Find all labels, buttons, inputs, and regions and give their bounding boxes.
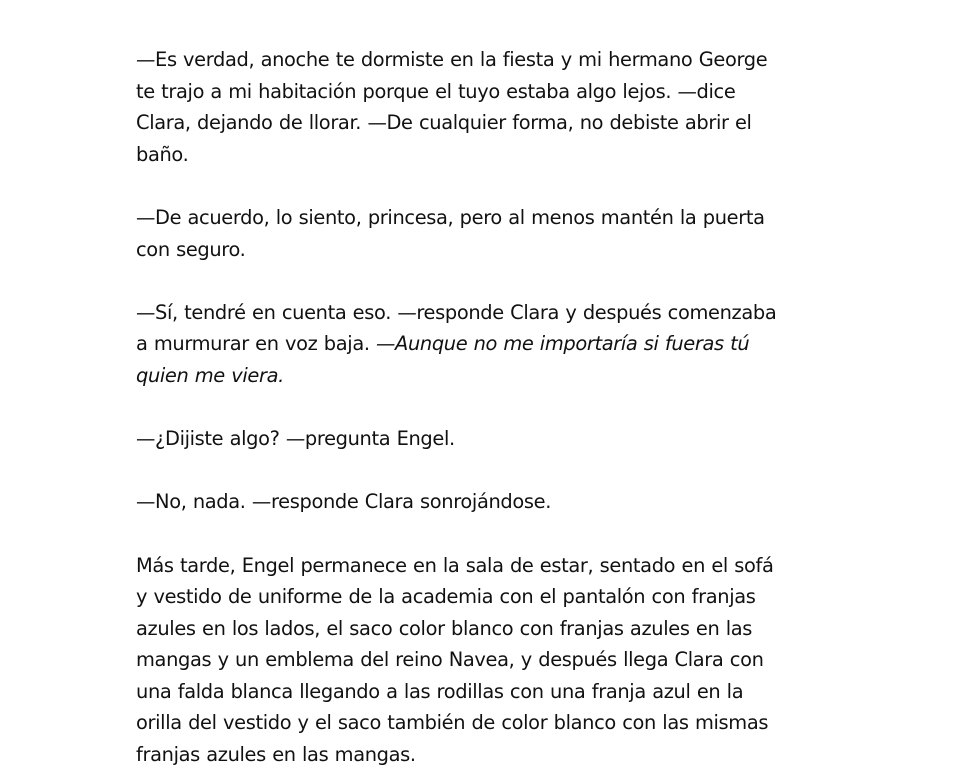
text-line: mangas y un emblema del reino Navea, y después llega Clara con — [136, 648, 764, 672]
text-line: —Sí, tendré en cuenta eso. —responde Clara y después comenzaba — [136, 300, 777, 324]
text-line: una falda blanca llegando a las rodillas con una franja azul en la — [136, 679, 744, 703]
text-line: y vestido de uniforme de la academia con el pantalón con franjas — [136, 585, 756, 609]
text-line: franjas azules en las mangas. — [136, 743, 416, 767]
text-line — [136, 328, 856, 360]
text-line: Más tarde, Engel permanece en la sala de estar, sentado en el sofá — [136, 553, 774, 577]
paragraph-5 — [136, 486, 856, 518]
text-line: con seguro. — [136, 237, 246, 261]
text-line: azules en los lados, el saco color blanco con franjas azules en las — [136, 616, 753, 640]
text-line: —De acuerdo, lo siento, princesa, pero al menos mantén la puerta — [136, 205, 765, 229]
paragraph-1 — [136, 44, 856, 170]
paragraph-6 — [136, 550, 856, 771]
text-line: —Es verdad, anoche te dormiste en la fiesta y mi hermano George — [136, 48, 768, 71]
text-line: —¿Dijiste algo? —pregunta Engel. — [136, 427, 455, 451]
text-line: Clara, dejando de llorar. —De cualquier forma, no debiste abrir el — [136, 111, 752, 135]
plain-text: a murmurar en voz baja. — [136, 332, 376, 356]
text-line: te trajo a mi habitación porque el tuyo estaba algo lejos. —dice — [136, 79, 736, 103]
paragraph-3 — [136, 297, 856, 392]
italic-thought-text: quien me viera. — [136, 363, 284, 387]
text-line: orilla del vestido y el saco también de color blanco con las mismas — [136, 711, 769, 735]
paragraph-4 — [136, 423, 856, 455]
text-line: —No, nada. —responde Clara sonrojándose. — [136, 490, 552, 514]
document-text — [136, 44, 856, 771]
italic-thought-text: —Aunque no me importaría si fueras tú — [375, 332, 750, 356]
paragraph-2 — [136, 202, 856, 265]
text-line: baño. — [136, 142, 189, 166]
